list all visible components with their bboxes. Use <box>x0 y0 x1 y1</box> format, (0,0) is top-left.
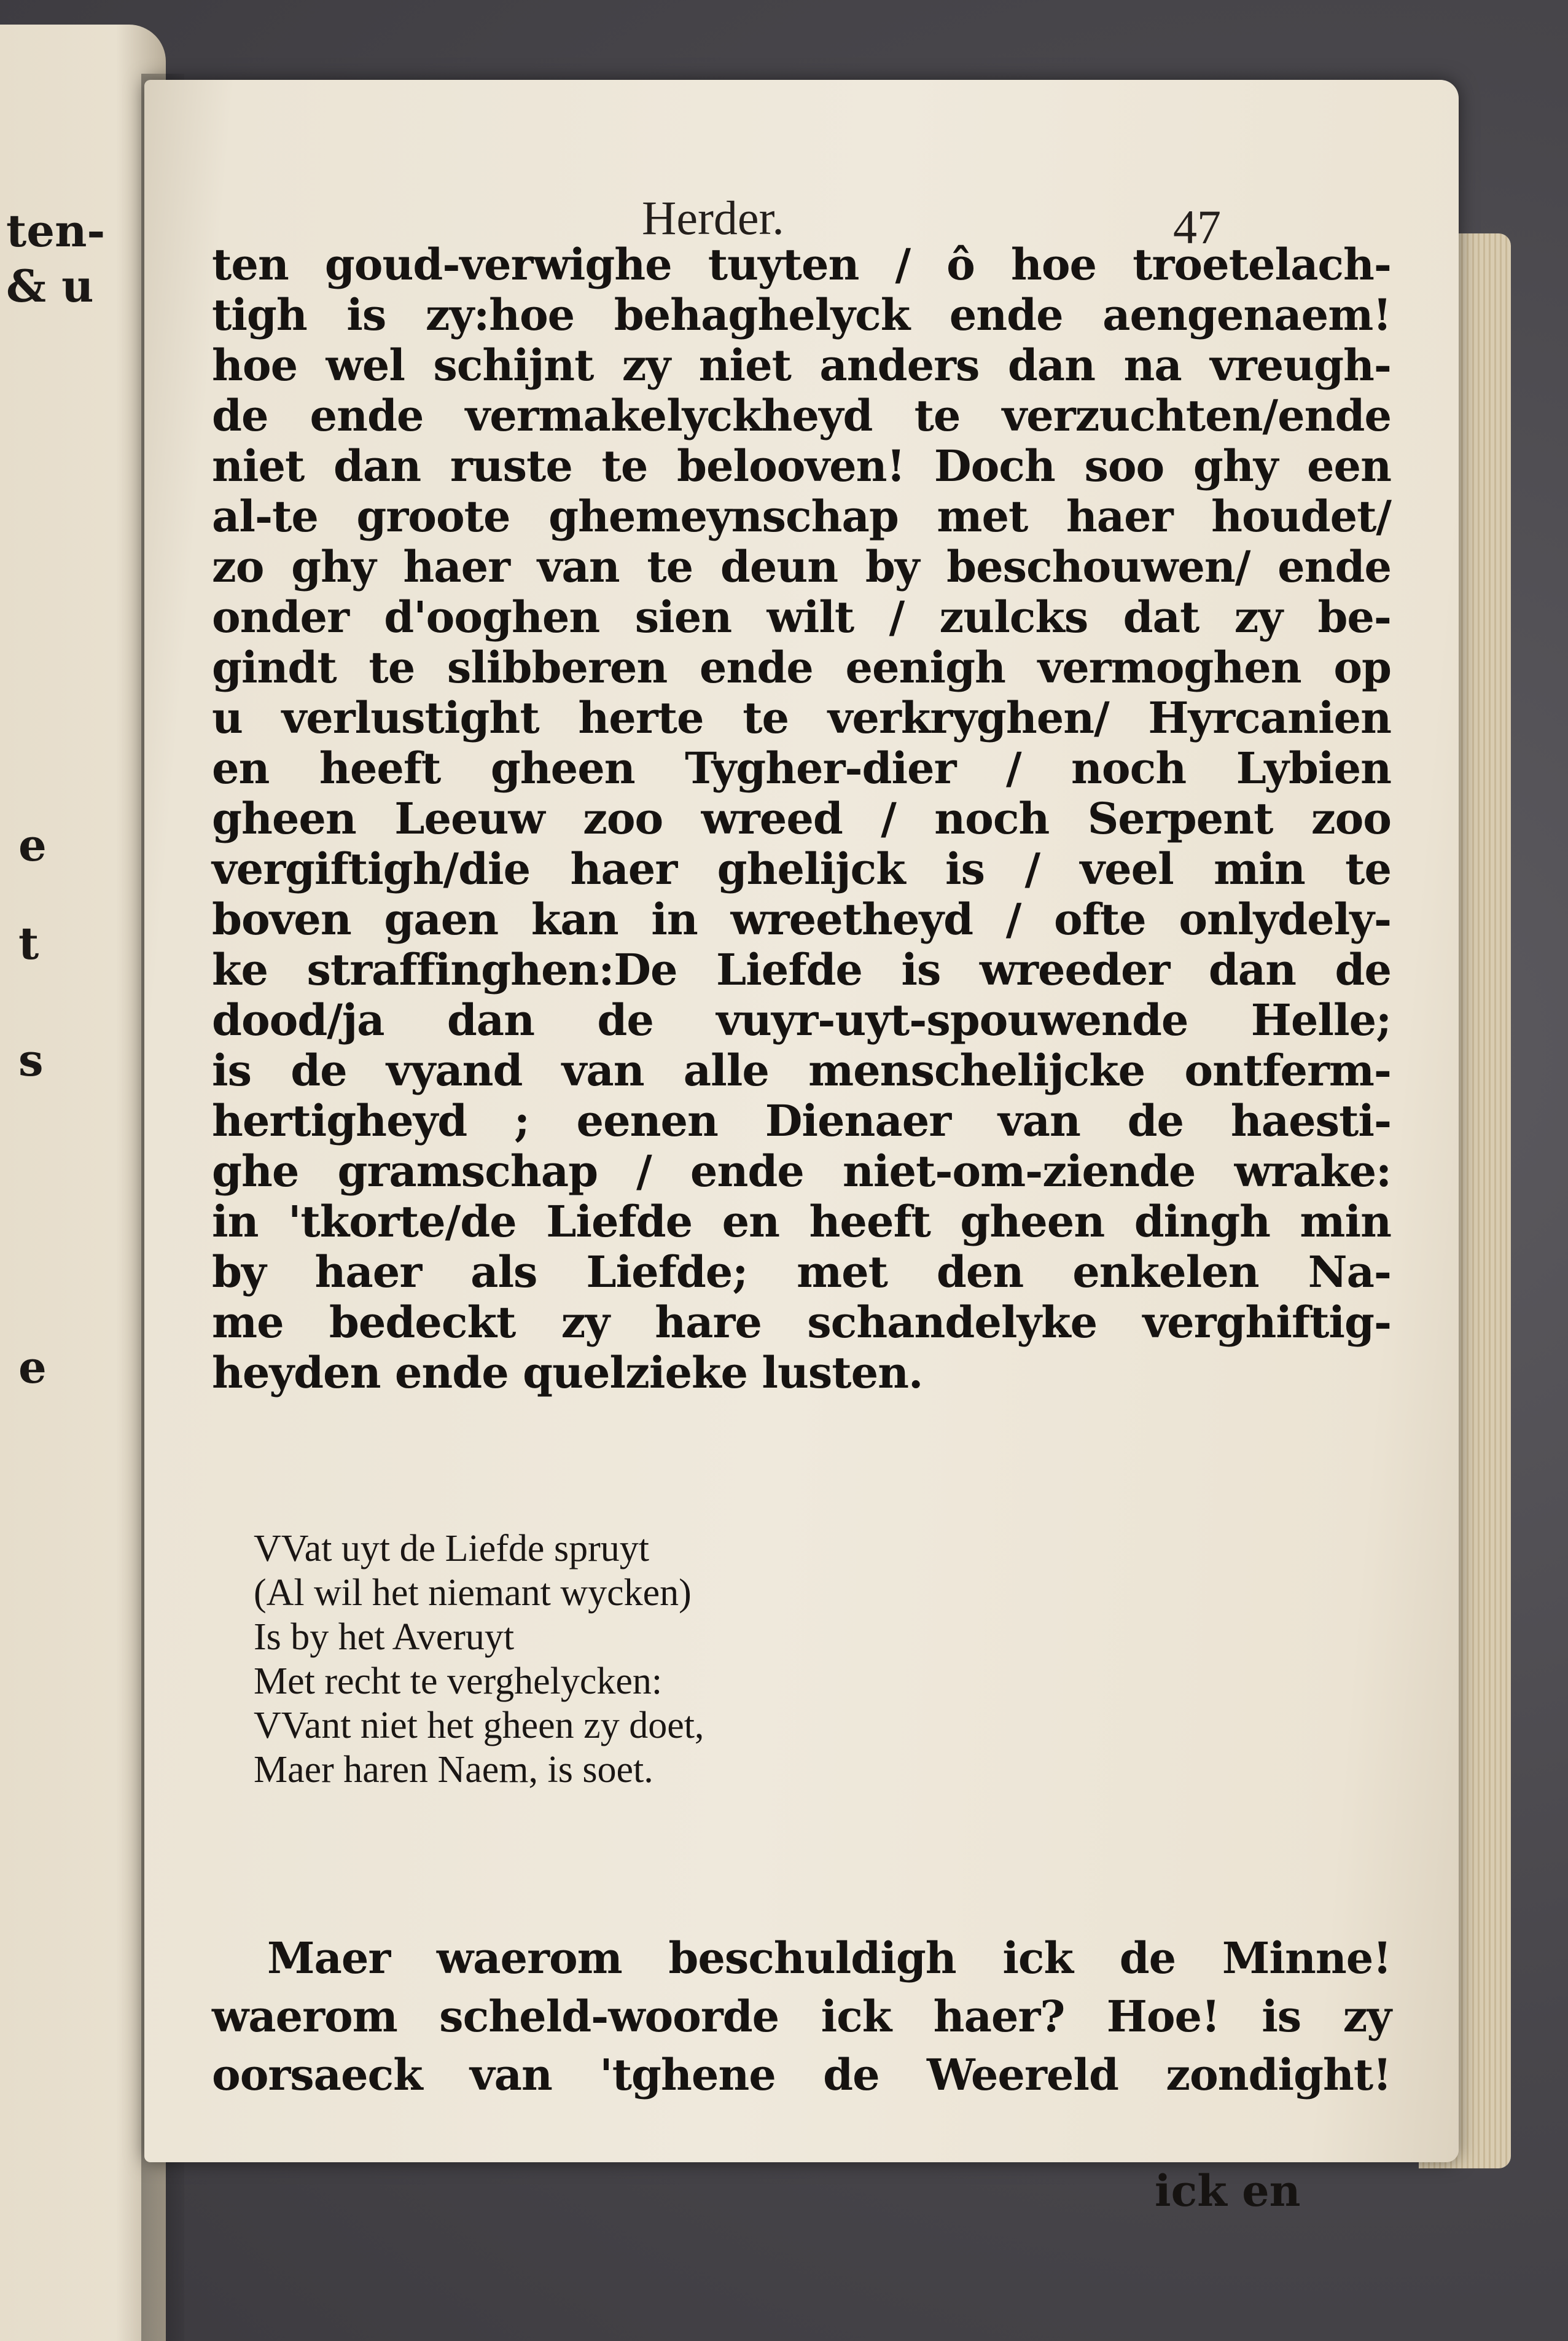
left-page-fragment: s <box>18 1034 44 1086</box>
text-line: zo ghy haer van te deun by beschouwen/ ende <box>212 541 1391 592</box>
text-line: ghe gramschap / ende niet-om-ziende wrake: <box>212 1146 1391 1197</box>
text-line: en heeft gheen Tygher-dier / noch Lybien <box>212 743 1391 794</box>
text-line: vergiftigh/die haer ghelijck is / veel min te <box>212 843 1391 894</box>
text-line: niet dan ruste te belooven! Doch soo ghy een <box>212 440 1391 491</box>
text-line: tigh is zy:hoe behaghelyck ende aengenaem! <box>212 289 1391 340</box>
verse-line: Maer haren Naem, is soet. <box>254 1749 653 1791</box>
text-line: de ende vermakelyckheyd te verzuchten/ende <box>212 390 1391 441</box>
text-line: al-te groote ghemeynschap met haer houdet/ <box>212 491 1391 542</box>
left-page-fragment: & u <box>6 260 94 312</box>
text-line: hoe wel schijnt zy niet anders dan na vreugh- <box>212 340 1391 391</box>
text-line: boven gaen kan in wreethеyd / ofte onlydely- <box>212 894 1391 945</box>
text-line: is de vyand van alle menschelijcke ontferm- <box>212 1045 1391 1096</box>
text-line: by haer als Liefde; met den enkelen Na- <box>212 1246 1391 1297</box>
text-line: Maer waerom beschuldigh ick de Minne! <box>267 1933 1391 1983</box>
text-line: u verlustight herte te verkryghen/ Hyrcanien <box>212 692 1391 743</box>
right-page <box>144 80 1459 2216</box>
text-line: ke straffinghen:De Liefde is wreeder dan de <box>212 944 1391 995</box>
closing-paragraph <box>212 1929 1391 2104</box>
left-page-fragment: e <box>18 819 47 871</box>
page-number: 47 <box>1173 200 1221 254</box>
text-line: in 'tkorte/de Liefde en heeft gheen dingh min <box>212 1196 1391 1247</box>
verse-stanza <box>254 1526 929 1792</box>
text-line: waerom scheld-woorde ick haer? Hoe! is zy <box>212 1991 1391 2042</box>
left-page-fragment: e <box>18 1341 47 1393</box>
text-line: gheen Leeuw zoo wreed / noch Serpent zoo <box>212 793 1391 844</box>
verse-line: VVat uyt de Liefde spruyt <box>254 1528 649 1569</box>
text-line: dood/ja dan de vuyr-uyt-spouwende Helle; <box>212 995 1391 1045</box>
prose-paragraph <box>212 240 1391 1398</box>
text-line: me bedeckt zy hare schandelyke verghiftig- <box>212 1297 1391 1348</box>
text-line: ten goud-verwighe tuyten / ô hoe troetelach- <box>212 239 1391 290</box>
text-line: onder d'ooghen sien wilt / zulcks dat zy be- <box>212 592 1391 643</box>
left-page-fragment: ten- <box>6 205 106 257</box>
running-head: Herder. <box>642 191 784 244</box>
verse-line: Met recht te verghelycken: <box>254 1660 663 1702</box>
text-line: gindt te slibberen ende eenigh vermoghen op <box>212 642 1391 693</box>
verse-line: VVant niet het gheen zy doet, <box>254 1705 704 1746</box>
verse-line: (Al wil het niemant wycken) <box>254 1572 692 1614</box>
left-page-fragment: t <box>18 917 39 969</box>
text-line: heyden ende quelzieke lusten. <box>212 1347 923 1398</box>
text-line: oorsaeck van 'tghene de Weereld zondight! <box>212 2049 1391 2100</box>
catchword: ick en <box>1155 2165 1301 2216</box>
verse-line: Is by het Averuyt <box>254 1616 515 1658</box>
text-line: hertigheyd ; eenen Dienaer van de haesti- <box>212 1095 1391 1146</box>
